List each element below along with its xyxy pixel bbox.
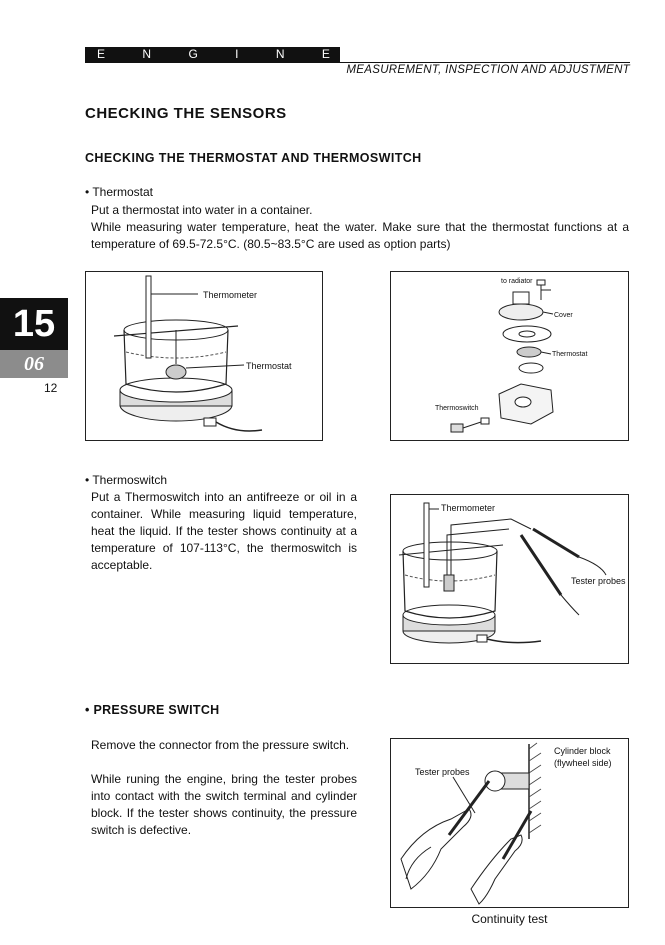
chapter-tab: 15 (0, 298, 68, 350)
section-letter: E (97, 47, 106, 61)
thermometer-label: Thermometer (441, 503, 496, 513)
thermostat-test-figure (85, 271, 323, 441)
section-letter: I (235, 47, 239, 61)
section-letter: N (142, 47, 152, 61)
cover-label: Cover (554, 312, 573, 319)
thermostat-assembly-figure (390, 271, 629, 441)
thermostat-bullet: • Thermostat (85, 185, 154, 199)
thermoswitch-bullet: • Thermoswitch (85, 473, 168, 487)
thermoswitch-text: Put a Thermoswitch into an antifreeze or oil in a container. While measuring liquid temperature, heat the liquid. If the tester shows continuity at a temperature of 107-113°C, the thermoswitch is acceptable. (91, 490, 357, 572)
thermostat-line2: While measuring water temperature, heat the water. Make sure that the thermostat functions at a temperature of 69.5-72.5°C. (80.5~83.5°C are used as option parts) (91, 220, 629, 251)
page-title: CHECKING THE SENSORS (85, 105, 287, 122)
page-subtitle: MEASUREMENT, INSPECTION AND ADJUSTMENT (346, 64, 630, 76)
figure-caption: Continuity test (471, 912, 548, 926)
section-bar (85, 47, 340, 62)
thermometer-label: Thermometer (203, 290, 258, 300)
thermoswitch-label: Thermoswitch (435, 405, 479, 412)
header-divider (85, 62, 630, 63)
continuity-test-figure (390, 738, 629, 908)
thermostat-label: Thermostat (246, 361, 292, 371)
cylinder-block-label: Cylinder block (554, 746, 611, 756)
page-number: 12 (44, 381, 58, 395)
tester-probes-label: Tester probes (571, 576, 626, 586)
pressure-switch-heading: • PRESSURE SWITCH (85, 703, 220, 717)
to-radiator-label: to radiator (501, 278, 533, 285)
flywheel-side-label: (flywheel side) (554, 758, 612, 768)
section-heading: CHECKING THE THERMOSTAT AND THERMOSWITCH (85, 151, 422, 165)
section-letter: E (321, 47, 330, 61)
pressure-switch-text1: Remove the connector from the pressure switch. (91, 738, 350, 752)
thermoswitch-test-figure (390, 494, 629, 664)
section-letter: N (275, 47, 285, 61)
thermostat-label: Thermostat (552, 351, 588, 358)
section-tab: 06 (0, 350, 68, 378)
thermostat-line1: Put a thermostat into water in a container. (91, 203, 313, 217)
pressure-switch-text2: While runing the engine, bring the tester probes into contact with the switch terminal and cylinder block. If the tester shows continuity, the pressure switch is defective. (91, 772, 357, 837)
tester-probes-label: Tester probes (415, 767, 470, 777)
section-letter: G (188, 47, 198, 61)
